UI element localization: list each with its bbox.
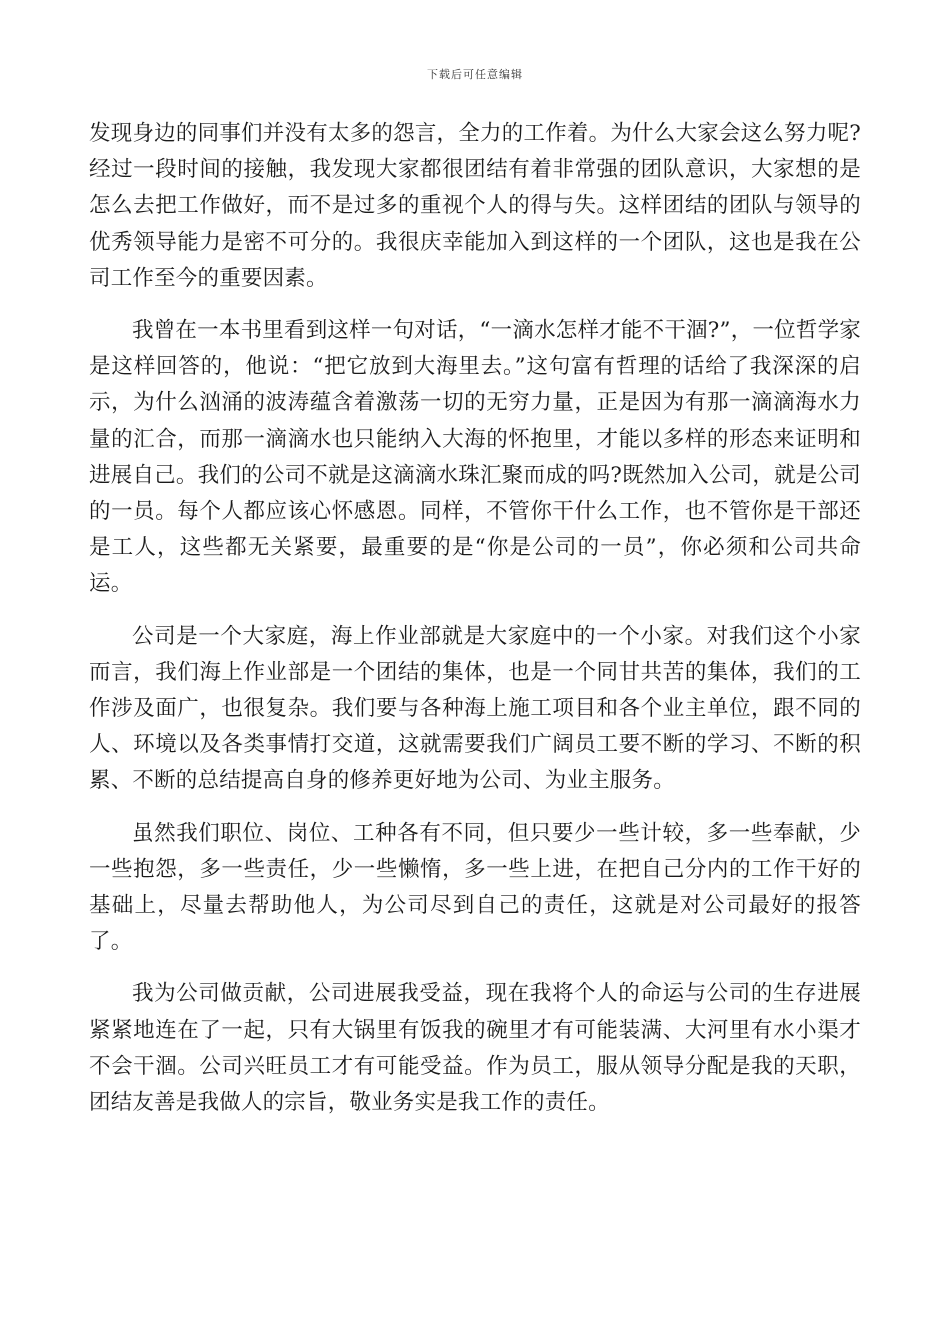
paragraph-1: 发现身边的同事们并没有太多的怨言，全力的工作着。为什么大家会这么努力呢?经过一段时间的接触，我发现大家都很团结有着非常强的团队意识，大家想的是怎么去把工作做好，而不是过多的重视个人的得与失。这样团结的团队与领导的优秀领导能力是密不可分的。我很庆幸能加入到这样的一个团队，这也是我在公司工作至今的重要因素。 bbox=[89, 121, 861, 291]
paragraph-4: 虽然我们职位、岗位、工种各有不同，但只要少一些计较，多一些奉献，少一些抱怨，多一些责任，少一些懒惰，多一些上进，在把自己分内的工作干好的基础上，尽量去帮助他人，为公司尽到自己的责任，这就是对公司最好的报答了。 bbox=[89, 820, 861, 955]
paragraph-5: 我为公司做贡献，公司进展我受益，现在我将个人的命运与公司的生存进展紧紧地连在了一起，只有大锅里有饭我的碗里才有可能装满、大河里有水小渠才不会干涸。公司兴旺员工才有可能受益。作为员工，服从领导分配是我的天职，团结友善是我做人的宗旨，敬业务实是我工作的责任。 bbox=[89, 981, 861, 1116]
paragraph-3: 公司是一个大家庭，海上作业部就是大家庭中的一个小家。对我们这个小家而言，我们海上作业部是一个团结的集体，也是一个同甘共苦的集体，我们的工作涉及面广，也很复杂。我们要与各种海上施工项目和各个业主单位，跟不同的人、环境以及各类事情打交道，这就需要我们广阔员工要不断的学习、不断的积累、不断的总结提高自身的修养更好地为公司、为业主服务。 bbox=[89, 623, 861, 794]
document-body bbox=[89, 116, 861, 1137]
page-header: 下载后可任意编辑 bbox=[427, 68, 523, 81]
paragraph-2: 我曾在一本书里看到这样一句对话，“一滴水怎样才能不干涸?”，一位哲学家是这样回答的，他说：“把它放到大海里去。”这句富有哲理的话给了我深深的启示，为什么汹涌的波涛蕴含着激荡一切的无穷力量，正是因为有那一滴滴海水力量的汇合，而那一滴滴水也只能纳入大海的怀抱里，才能以多样的形态来证明和进展自己。我们的公司不就是这滴滴水珠汇聚而成的吗?既然加入公司，就是公司的一员。每个人都应该心怀感恩。同样，不管你干什么工作，也不管你是干部还是工人，这些都无关紧要，最重要的是“你是公司的一员”，你必须和公司共命运。 bbox=[89, 318, 861, 597]
